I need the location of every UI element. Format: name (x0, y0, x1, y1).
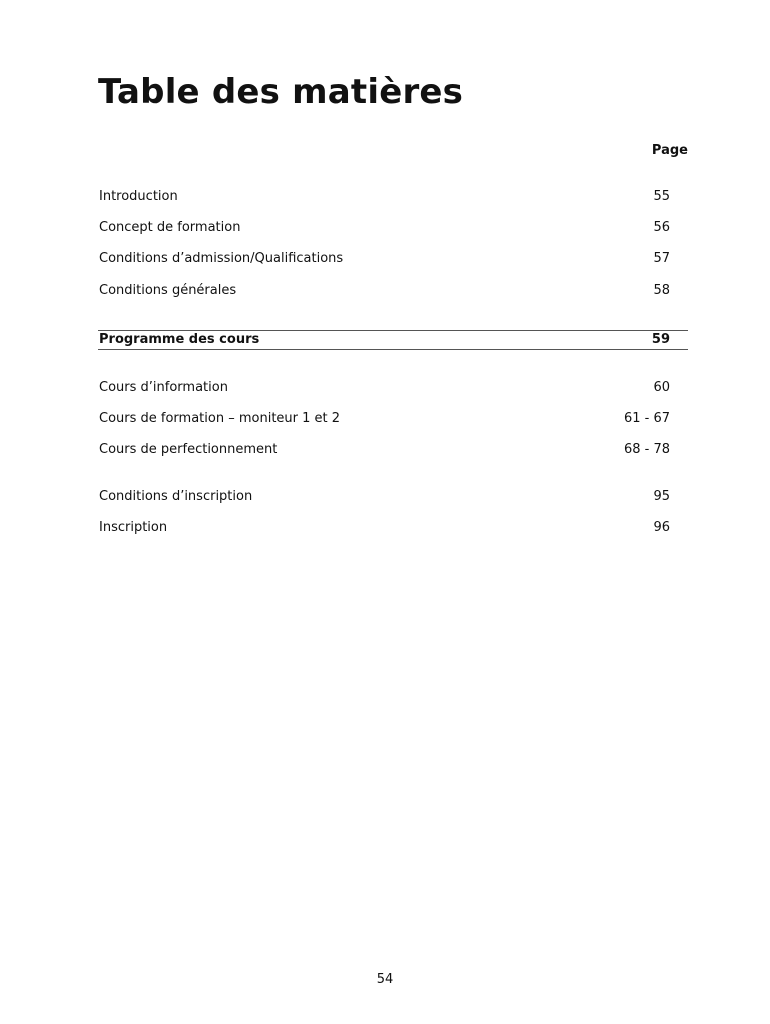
toc-entry-page: 95 (653, 489, 670, 504)
toc-entry-admission[interactable] (99, 249, 670, 269)
toc-entry-page: 57 (653, 251, 670, 266)
toc-entry-label: Introduction (99, 189, 178, 204)
toc-entry-page: 61 - 67 (623, 411, 670, 426)
toc-entry-information-courses[interactable] (99, 378, 670, 398)
toc-entry-label: Conditions d’admission/Qualifications (99, 251, 344, 266)
toc-entry-label: Concept de formation (99, 220, 241, 235)
toc-entry-page: 68 - 78 (623, 442, 670, 457)
toc-entry-registration-conditions[interactable] (99, 487, 670, 507)
toc-entry-training-courses[interactable] (99, 409, 670, 429)
toc-entry-page: 60 (653, 380, 670, 395)
toc-entry-label: Cours de formation – moniteur 1 et 2 (99, 411, 341, 426)
toc-entry-introduction[interactable] (99, 187, 670, 207)
toc-entry-label: Inscription (99, 520, 168, 535)
toc-entry-page: 56 (653, 220, 670, 235)
toc-entry-label: Conditions générales (99, 283, 237, 298)
toc-section-page: 59 (651, 332, 670, 347)
toc-entry-label: Cours de perfectionnement (99, 442, 278, 457)
toc-entry-page: 55 (653, 189, 670, 204)
toc-entry-label: Conditions d’inscription (99, 489, 253, 504)
toc-entry-general-conditions[interactable] (99, 281, 670, 301)
toc-section-programme[interactable] (98, 330, 688, 350)
toc-entry-registration[interactable] (99, 518, 670, 538)
page-column-header: Page (651, 143, 688, 158)
toc-entry-label: Cours d’information (99, 380, 228, 395)
toc-entry-concept[interactable] (99, 218, 670, 238)
toc-section-label: Programme des cours (99, 332, 260, 347)
toc-entry-page: 58 (653, 283, 670, 298)
toc-entry-page: 96 (653, 520, 670, 535)
page-title: Table des matières (98, 72, 464, 112)
footer-page-number: 54 (376, 972, 394, 987)
toc-entry-advanced-courses[interactable] (99, 440, 670, 460)
